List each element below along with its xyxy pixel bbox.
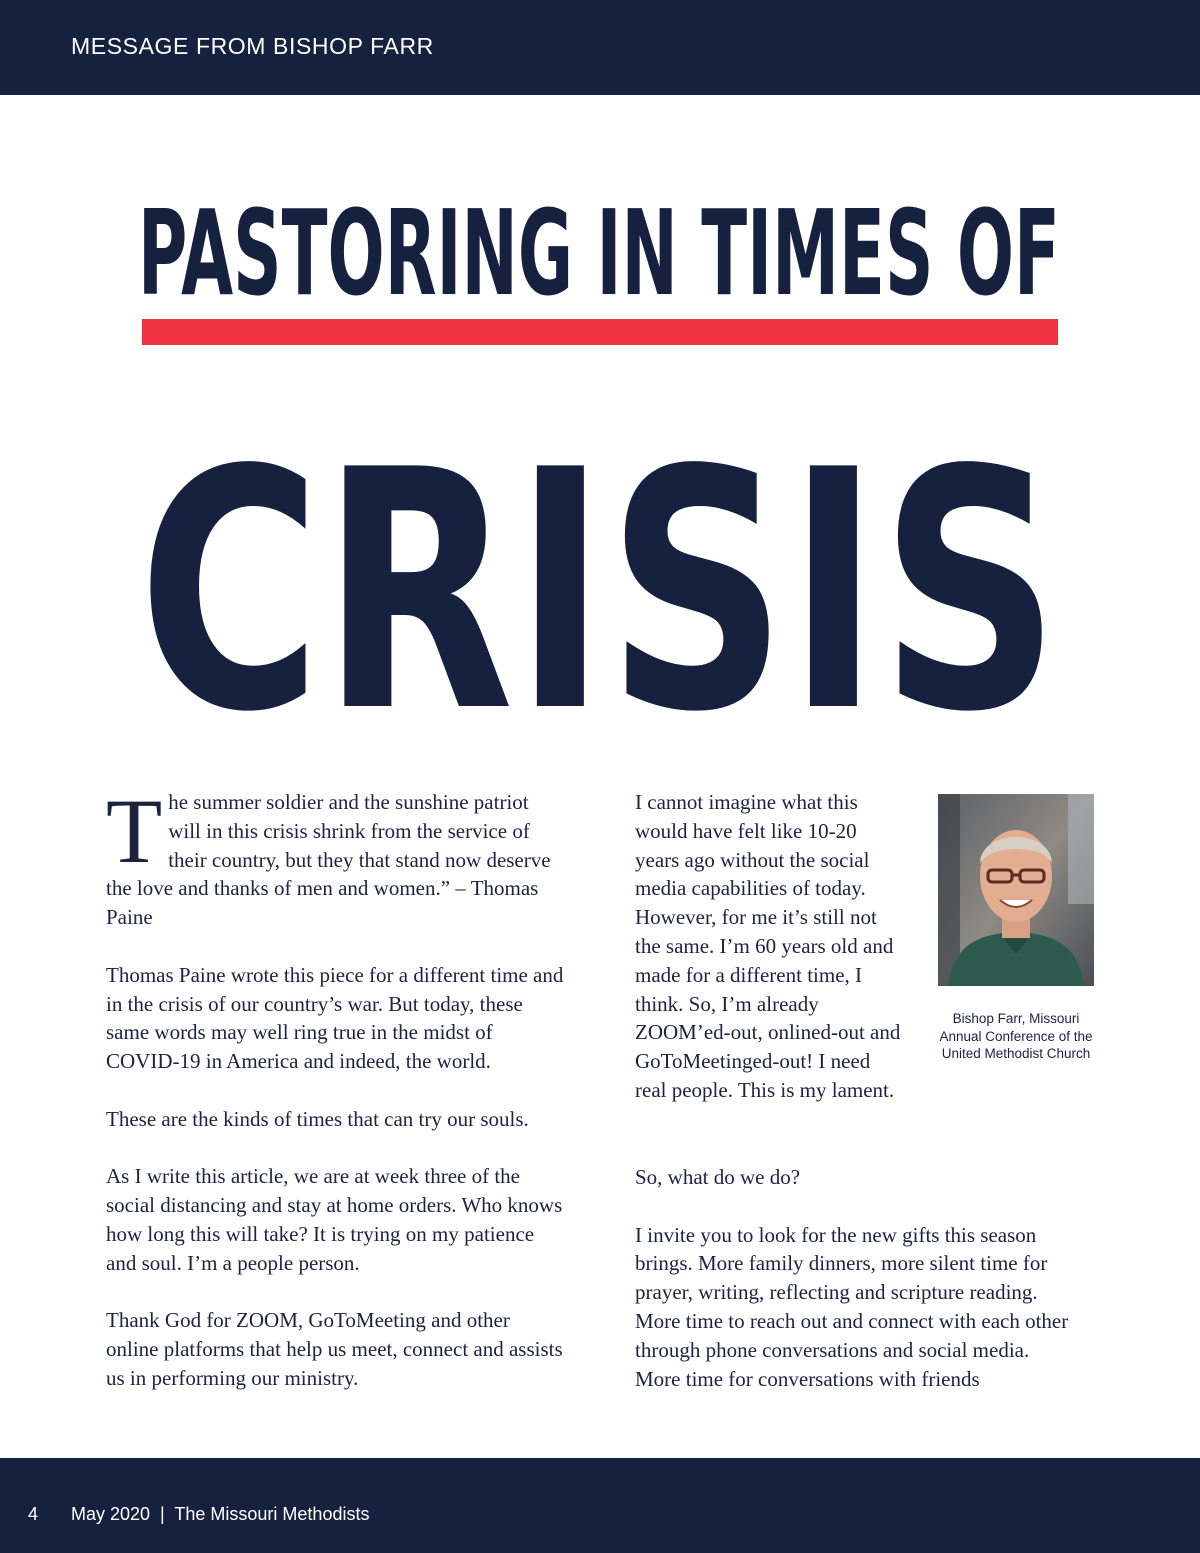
body-paragraph: Thomas Paine wrote this piece for a different time and in the crisis of our country’s war. But today, these same words may well ring true in the midst of COVID-19 in America and indeed, the world.	[106, 962, 564, 1074]
opening-paragraph	[106, 780, 566, 932]
article-left-column	[106, 780, 566, 1422]
headline-line-1	[138, 192, 1062, 307]
headline-top-text: PASTORING IN TIMES OF	[138, 192, 1060, 307]
body-paragraph: I cannot imagine what this would have felt like 10-20 years ago without the social media capabilities of today. However, for me it’s still not the same. I’m 60 years old and made for a different time, I think. So, I’m already ZOOM’ed-out, onlined-out and GoToMeetinged-out! I need real people. This is my lament.	[635, 790, 901, 1102]
issue-text: May 2020 | The Missouri Methodists	[71, 1504, 370, 1524]
photo-caption: Bishop Farr, Missouri Annual Conference of the United Methodist Church	[939, 1011, 1093, 1061]
body-paragraph: As I write this article, we are at week three of the social distancing and stay at home orders. Who knows how long this will take? It is trying on my patience and soul. I’m a people person.	[106, 1164, 563, 1275]
opening-text: he summer soldier and the sunshine patriot will in this crisis shrink from the service of their country, but they that stand now deserve the love and thanks of men and women.” – Thomas Paine	[106, 790, 551, 930]
body-paragraph: So, what do we do?	[635, 1165, 801, 1189]
page-number: 4	[28, 1504, 39, 1524]
issue-label	[71, 1504, 369, 1525]
portrait-photo	[938, 794, 1094, 986]
drop-cap: T	[106, 780, 163, 882]
article-right-column-top	[635, 788, 905, 1134]
body-paragraph: These are the kinds of times that can try our souls.	[106, 1106, 529, 1131]
headline-main-text: CRISIS	[138, 400, 1060, 712]
body-paragraph: I invite you to look for the new gifts this season brings. More family dinners, more silent time for prayer, writing, reflecting and scripture reading. More time to reach out and connect with each other through phone conversations and social media. More time for conversations with friends	[635, 1222, 1069, 1391]
red-divider	[142, 319, 1058, 345]
body-paragraph: Thank God for ZOOM, GoToMeeting and other online platforms that help us meet, connect and assists us in performing our ministry.	[106, 1308, 563, 1390]
headline-line-2	[138, 382, 1062, 712]
article-right-column-bottom	[635, 1163, 1075, 1422]
section-title: MESSAGE FROM BISHOP FARR	[71, 33, 434, 59]
